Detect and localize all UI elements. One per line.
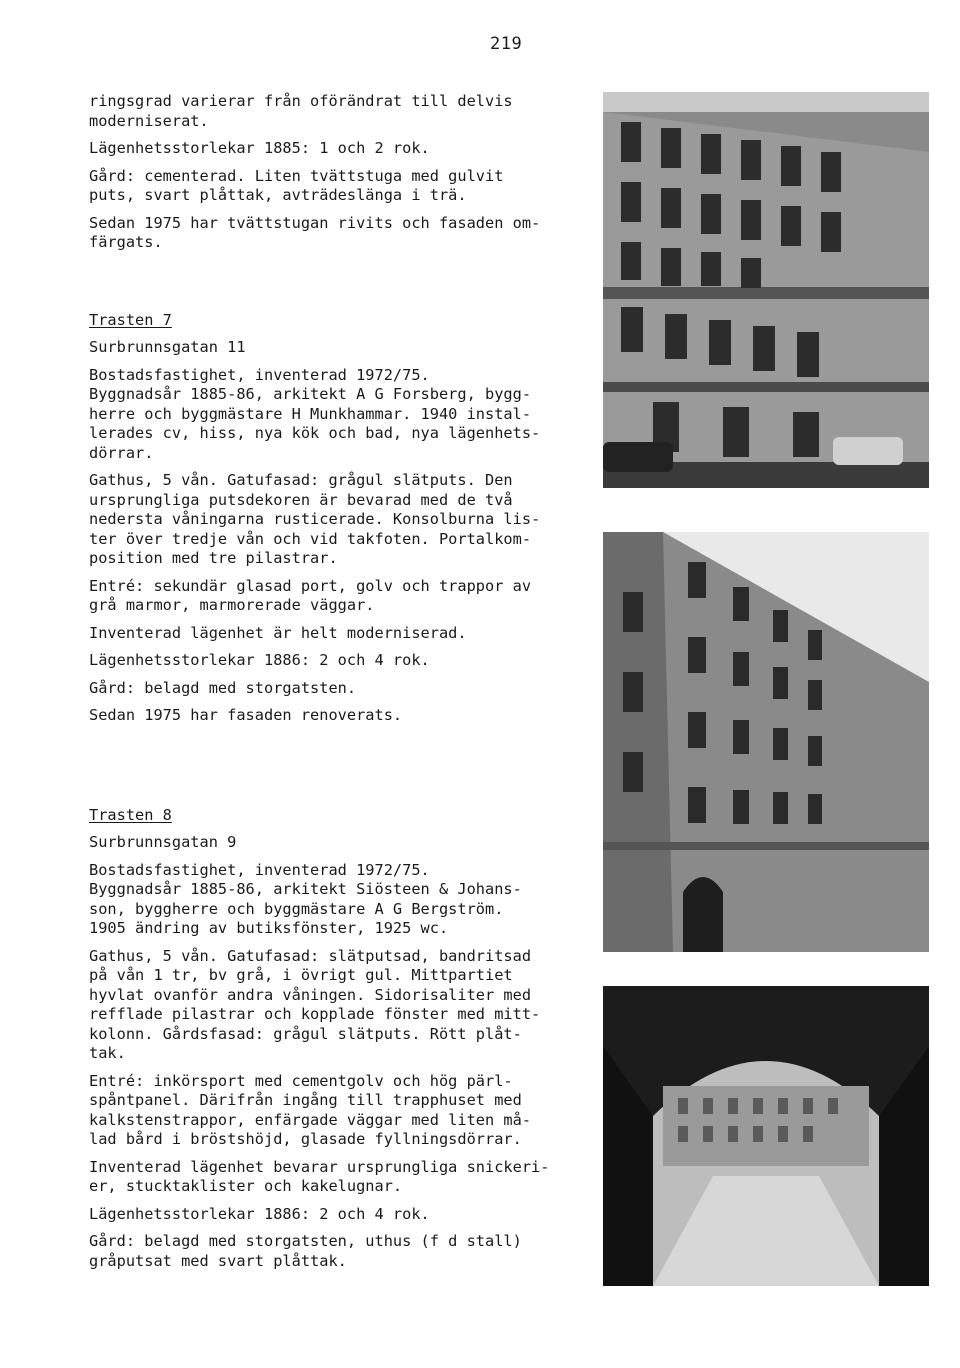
entry-title: Trasten 8 [89,805,172,824]
entry-paragraph: Gård: belagd med storgatsten. [89,678,357,697]
entry-paragraph: Gathus, 5 vån. Gatufasad: grågul slätputs. Den ursprungliga putsdekoren är bevarad med de två nedersta våningarna rusticerade. Konsolburna lis- ter över tredje vån och vid takfoten. Portalkom- position med tre pilastrar. [89,471,541,567]
entry-trasten-7 [89,311,581,726]
entry-street: Surbrunnsgatan 11 [89,338,246,356]
intro-paragraph: Sedan 1975 har tvättstugan rivits och fasaden om- färgats. [89,213,541,251]
entry-paragraph: Entré: sekundär glasad port, golv och trappor av grå marmor, marmorerade väggar. [89,576,532,614]
entry-paragraph: Bostadsfastighet, inventerad 1972/75. Byggnadsår 1885-86, arkitekt A G Forsberg, bygg- herre och byggmästare H Munkhammar. 1940 instal- lerades cv, hiss, nya kök och bad, nya lägenhets- dörrar. [89,365,541,462]
intro-paragraph: ringsgrad varierar från oförändrat till delvis moderniserat. [89,92,513,130]
intro-section [89,92,581,253]
entry-paragraph: Inventerad lägenhet är helt moderniserad. [89,623,467,642]
entry-paragraph: Lägenhetsstorlekar 1886: 2 och 4 rok. [89,1204,430,1223]
archway-courtyard-photo [603,986,929,1286]
entry-trasten-8 [89,806,581,1272]
entry-paragraph: Entré: inkörsport med cementgolv och hög pärl- spåntpanel. Därifrån ingång till trapphuset med kalkstenstrappor, enfärgade väggar med liten må- lad bård i bröstshöjd, glasade fyllningsdörrar. [89,1071,532,1148]
intro-paragraph: Gård: cementerad. Liten tvättstuga med gulvit puts, svart plåttak, avträdeslänga i trä. [89,166,504,204]
entry-paragraph: Sedan 1975 har fasaden renoverats. [89,706,403,724]
entry-paragraph: Gård: belagd med storgatsten, uthus (f d stall) gråputsat med svart plåttak. [89,1232,522,1270]
text-column [89,92,581,1279]
entry-paragraph: Bostadsfastighet, inventerad 1972/75. Byggnadsår 1885-86, arkitekt Siösteen & Johans- son, byggherre och byggmästare A G Bergström. 1905 ändring av butiksfönster, 1925 wc. [89,860,522,937]
intro-paragraph: Lägenhetsstorlekar 1885: 1 och 2 rok. [89,139,430,157]
page-number: 219 [490,34,523,54]
entry-street: Surbrunnsgatan 9 [89,833,237,851]
entry-title: Trasten 7 [89,310,172,329]
entry-paragraph: Lägenhetsstorlekar 1886: 2 och 4 rok. [89,651,430,669]
entry-paragraph: Gathus, 5 vån. Gatufasad: slätputsad, bandritsad på vån 1 tr, bv grå, i övrigt gul. Mittpartiet hyvlat ovanför andra våningen. Sidorisaliter med refflade pilastrar och kopplade fönster med mitt- kolonn. Gårdsfasad: grågul slätputs. Rött plåt- tak. [89,946,541,1062]
entry-paragraph: Inventerad lägenhet bevarar ursprungliga snickeri- er, stucktaklister och kakelugnar. [89,1157,550,1195]
street-facade-photo [603,532,929,952]
facade-photo [603,92,929,488]
